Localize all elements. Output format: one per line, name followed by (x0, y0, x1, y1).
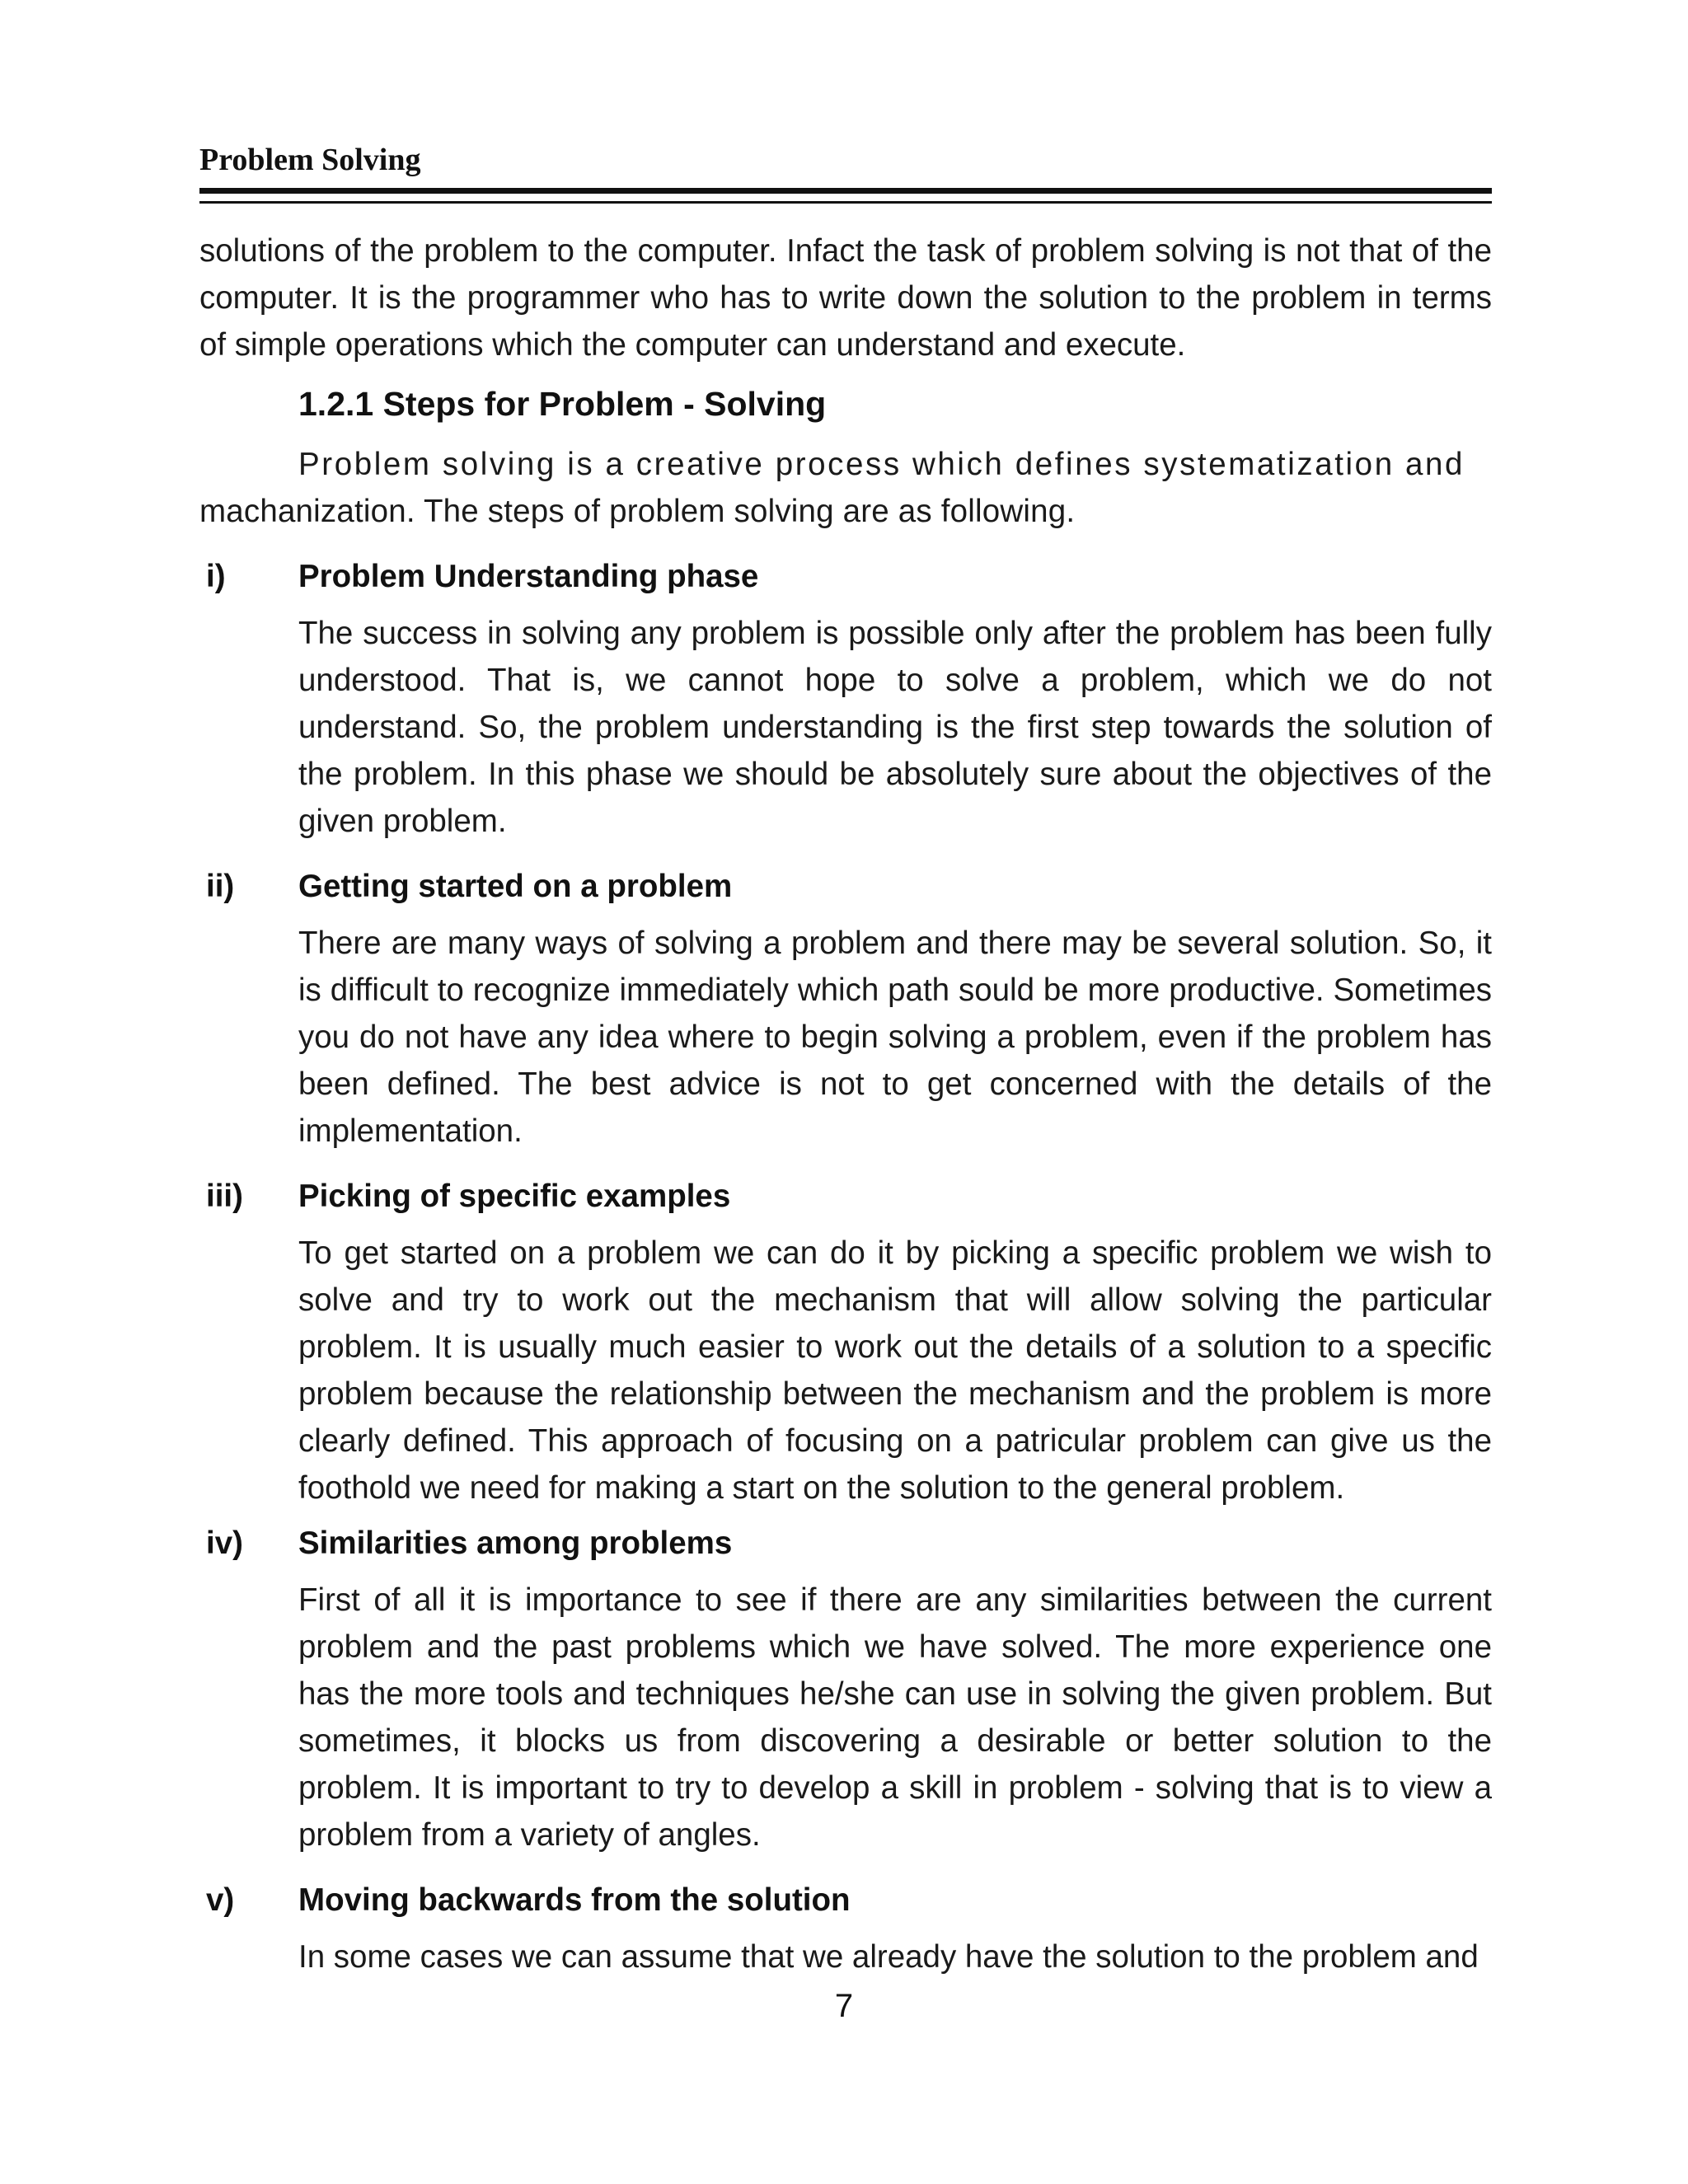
step-body: The success in solving any problem is possible only after the problem has been fully understood. That is, we cannot hope to solve a problem, which we do not understand. So, the problem understanding is the first step towards the solution of the problem. In this phase we should be absolutely sure about the objectives of the given problem. (298, 616, 1492, 839)
step-title: Picking of specific examples (298, 1179, 731, 1214)
step-title: Getting started on a problem (298, 869, 733, 904)
header-rule-thin (199, 201, 1492, 204)
header-rule-thick (199, 188, 1492, 194)
step-item-3 (199, 1173, 1492, 1511)
section-intro-line-2: machanization. The steps of problem solving are as following. (199, 494, 1076, 529)
step-number: i) (206, 559, 226, 594)
running-header-title: Problem Solving (199, 143, 421, 177)
step-item-5 (199, 1877, 1492, 1980)
opening-paragraph: solutions of the problem to the computer. Infact the task of problem solving is not that of the computer. It is the programmer who has to write down the solution to the problem in terms of simple operations which the computer can understand and execute. (199, 233, 1492, 363)
step-title: Problem Understanding phase (298, 559, 759, 594)
step-item-1 (199, 553, 1492, 845)
step-title: Similarities among problems (298, 1526, 733, 1561)
step-item-2 (199, 863, 1492, 1155)
step-number: v) (206, 1882, 235, 1918)
step-title: Moving backwards from the solution (298, 1882, 851, 1918)
step-number: ii) (206, 869, 235, 904)
step-item-4 (199, 1520, 1492, 1858)
step-body: First of all it is importance to see if there are any similarities between the current problem and the past problems which we have solved. The more experience one has the more tools and techniques he/she can use in solving the given problem. But sometimes, it blocks us from discovering a desirable or better solution to the problem. It is important to try to develop a skill in problem - solving that is to view a problem from a variety of angles. (298, 1582, 1492, 1853)
step-number: iv) (206, 1526, 243, 1561)
page-number: 7 (834, 1988, 854, 2024)
section-intro-line-1: Problem solving is a creative process which defines systematization and (298, 447, 1465, 482)
section-intro (199, 441, 1492, 535)
step-body: To get started on a problem we can do it by picking a specific problem we wish to solve and try to work out the mechanism that will allow solving the particular problem. It is usually much easier to work out the details of a solution to a specific problem because the relationship between the mechanism and the problem is more clearly defined. This approach of focusing on a patricular problem can give us the foothold we need for making a start on the solution to the general problem. (298, 1235, 1492, 1506)
section-heading: 1.2.1 Steps for Problem - Solving (298, 385, 827, 423)
step-number: iii) (206, 1179, 243, 1214)
step-body: There are many ways of solving a problem and there may be several solution. So, it is difficult to recognize immediately which path sould be more productive. Sometimes you do not have any idea where to begin solving a problem, even if the problem has been defined. The best advice is not to get concerned with the details of the implementation. (298, 926, 1492, 1149)
step-body: In some cases we can assume that we already have the solution to the problem and (298, 1939, 1479, 1975)
page-body (199, 227, 1492, 1980)
